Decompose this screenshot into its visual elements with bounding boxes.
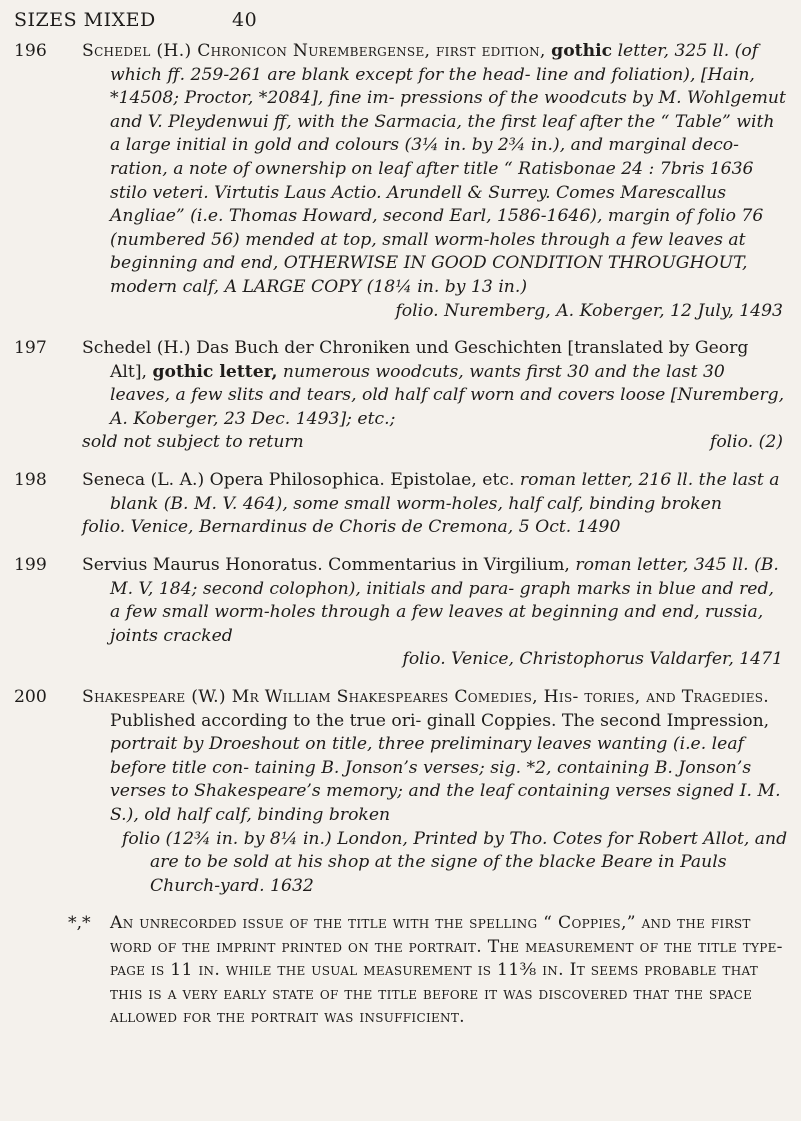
imprint-line	[82, 431, 789, 455]
entry-body	[82, 469, 789, 540]
entry-description: numerous woodcuts, wants first 30 and the last 30 leaves, a few slits and tears, old half calf worn and covers loose [Nuremberg, A. Koberger, 23 Dec. 1493]; etc.;	[110, 361, 785, 429]
entry-author: Schedel (H.) Chronicon Nurembergense, first edition,	[82, 41, 546, 61]
entry-body	[82, 686, 789, 898]
entry-description: portrait by Droeshout on title, three preliminary leaves wanting (i.e. leaf before title con- taining B. Jonson’s verses; sig. *2, containing B. Jonson’s verses to Shakespeare’s memory; and the leaf containing verses signed I. M. S.), old half calf, binding broken	[110, 734, 781, 825]
lot-number: 199	[14, 555, 47, 575]
catalogue-entry-196	[14, 40, 789, 323]
catalogue-entry-197	[14, 337, 789, 455]
entry-imprint: folio (12¾ in. by 8¼ in.) London, Printed by Tho. Cotes for Robert Allot, and are to be sold at his shop at the signe of the blacke Beare in Pauls Church-yard. 1632	[122, 828, 788, 896]
lot-number: 196	[14, 41, 47, 61]
catalogue-entry-199	[14, 554, 789, 672]
entry-description: roman letter, 345 ll. (B. M. V, 184; second colophon), initials and para- graph marks in blue and red, a few small worm-holes through a few leaves at beginning and end, russia, joints cracked	[110, 555, 779, 646]
catalogue-note	[14, 912, 789, 1030]
catalogue-entry-200	[14, 686, 789, 898]
entry-description: roman letter, 216 ll. the last a blank (B. M. V. 464), some small worm-holes, half calf, binding broken	[110, 470, 780, 514]
page-header	[0, 0, 801, 40]
entry-note: sold not subject to return	[82, 432, 304, 453]
entry-imprint: folio. Venice, Christophorus Valdarfer, 1471	[402, 649, 783, 670]
entry-title: Shakespeare (W.) Mr William Shakespeares Comedies, His- tories, and Tragedies.	[82, 687, 770, 707]
entry-title: Seneca (L. A.) Opera Philosophica. Epistolae, etc.	[82, 470, 515, 490]
note-marker: *,*	[68, 913, 91, 933]
page-number: 40	[232, 9, 258, 31]
running-head: SIZES MIXED	[14, 9, 156, 31]
entry-imprint: folio. Nuremberg, A. Koberger, 12 July, 1493	[395, 300, 783, 321]
entry-title: Schedel (H.) Das Buch der Chroniken und Geschichten [translated by Georg Alt],	[82, 338, 749, 382]
lot-number: 198	[14, 470, 47, 490]
note-text: An unrecorded issue of the title with the spelling “ Coppies,” and the first word of the imprint printed on the portrait. The measurement of the title type-page is 11 in. while the usual measurement is 11⅜ in. It seems probable that this is a very early state of the title before it was discovered that the space allowed for the portrait was insufficient.	[110, 913, 783, 1028]
lot-number: 197	[14, 338, 47, 358]
entry-imprint: folio. Venice, Bernardinus de Choris de Cremona, 5 Oct. 1490	[82, 517, 621, 538]
lot-number: 200	[14, 687, 47, 707]
catalogue-entry-198	[14, 469, 789, 540]
entry-body	[82, 40, 789, 323]
entry-body	[82, 337, 789, 455]
gothic-label: gothic	[551, 41, 613, 61]
entry-title: Servius Maurus Honoratus. Commentarius in Virgilium,	[82, 555, 570, 575]
entry-description: letter, 325 ll. (of which ff. 259-261 are blank except for the head- line and foliation), [Hain, *14508; Proctor, *2084], fine im- pressions of the woodcuts by M. Wohlgemut and V. Pleydenwui ff, with the Sarmacia, the first leaf after the “ Table” with a large initial in gold and colours (3¼ in. by 2¾ in.), and marginal deco- ration, a note of ownership on leaf after title “ Ratisbonae 24 : 7bris 1636 stilo veteri. Virtutis Laus Actio. Arundell & Surrey. Comes Marescallus Angliae” (i.e. Thomas Howard, second Earl, 1586-1646), margin of folio 76 (numbered 56) mended at top, small worm-holes through a few leaves at beginning and end, OTHERWISE IN GOOD CONDITION THROUGHOUT, modern calf, A LARGE COPY (18¼ in. by 13 in.)	[110, 41, 786, 297]
gothic-label: gothic letter,	[152, 361, 278, 382]
entry-body	[82, 554, 789, 672]
entry-subtitle: Published according to the true ori- ginall Coppies. The second Impression,	[110, 710, 770, 731]
entry-imprint: folio. (2)	[709, 432, 783, 453]
